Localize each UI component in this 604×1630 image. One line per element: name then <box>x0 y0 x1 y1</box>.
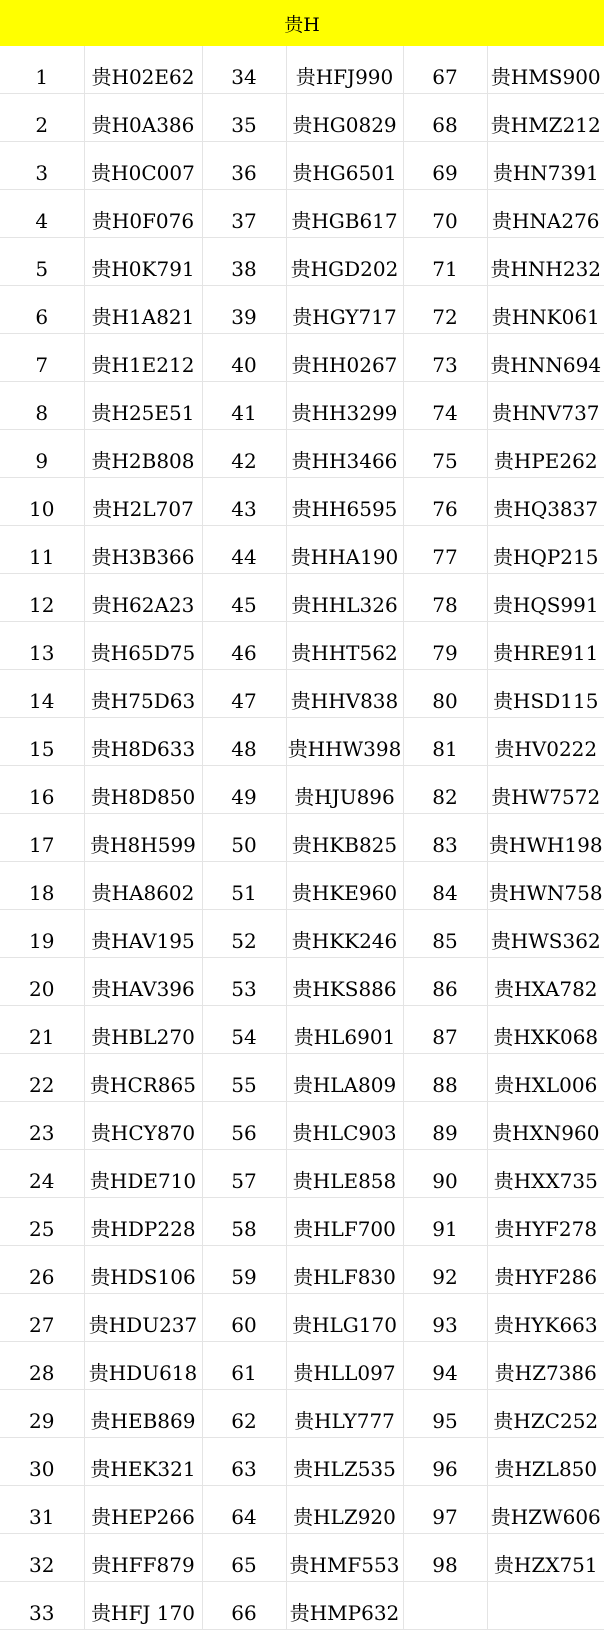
row-number-cell: 92 <box>403 1246 487 1294</box>
plate-number-cell: 贵HLF830 <box>286 1246 403 1294</box>
plate-number-cell: 贵HQS991 <box>487 574 604 622</box>
table-row <box>0 478 604 526</box>
table-row <box>0 1582 604 1630</box>
row-number-cell: 29 <box>0 1390 84 1438</box>
row-number-cell: 97 <box>403 1486 487 1534</box>
row-number-cell: 28 <box>0 1342 84 1390</box>
plate-number-cell: 贵HGD202 <box>286 238 403 286</box>
plate-number-cell: 贵HBL270 <box>84 1006 202 1054</box>
plate-number-cell: 贵HZW606 <box>487 1486 604 1534</box>
plate-number-cell: 贵HDE710 <box>84 1150 202 1198</box>
plate-number-cell: 贵H1E212 <box>84 334 202 382</box>
row-number-cell: 37 <box>202 190 286 238</box>
row-number-cell: 85 <box>403 910 487 958</box>
plate-number-cell: 贵HN7391 <box>487 142 604 190</box>
row-number-cell: 19 <box>0 910 84 958</box>
row-number-cell: 80 <box>403 670 487 718</box>
plate-number-cell: 贵H1A821 <box>84 286 202 334</box>
row-number-cell: 90 <box>403 1150 487 1198</box>
row-number-cell: 17 <box>0 814 84 862</box>
row-number-cell: 89 <box>403 1102 487 1150</box>
plate-number-cell: 贵HV0222 <box>487 718 604 766</box>
row-number-cell: 13 <box>0 622 84 670</box>
row-number-cell: 39 <box>202 286 286 334</box>
row-number-cell: 3 <box>0 142 84 190</box>
row-number-cell: 78 <box>403 574 487 622</box>
row-number-cell: 32 <box>0 1534 84 1582</box>
row-number-cell: 6 <box>0 286 84 334</box>
plate-number-cell: 贵HAV396 <box>84 958 202 1006</box>
plate-number-cell: 贵HQ3837 <box>487 478 604 526</box>
plate-number-cell: 贵H8H599 <box>84 814 202 862</box>
plate-number-cell: 贵HHW398 <box>286 718 403 766</box>
row-number-cell: 46 <box>202 622 286 670</box>
plate-number-cell: 贵HDU237 <box>84 1294 202 1342</box>
row-number-cell: 68 <box>403 94 487 142</box>
row-number-cell: 86 <box>403 958 487 1006</box>
row-number-cell: 94 <box>403 1342 487 1390</box>
row-number-cell: 45 <box>202 574 286 622</box>
plate-number-cell: 贵HH0267 <box>286 334 403 382</box>
plate-number-cell: 贵HL6901 <box>286 1006 403 1054</box>
plate-number-cell: 贵HHT562 <box>286 622 403 670</box>
table-row <box>0 1342 604 1390</box>
row-number-cell: 59 <box>202 1246 286 1294</box>
plate-number-cell: 贵HXN960 <box>487 1102 604 1150</box>
plate-number-cell: 贵HKS886 <box>286 958 403 1006</box>
row-number-cell: 40 <box>202 334 286 382</box>
plate-number-cell: 贵HNK061 <box>487 286 604 334</box>
plate-number-cell: 贵HWN758 <box>487 862 604 910</box>
plate-number-cell: 贵HNV737 <box>487 382 604 430</box>
row-number-cell: 52 <box>202 910 286 958</box>
row-number-cell: 43 <box>202 478 286 526</box>
plate-number-cell: 贵HMZ212 <box>487 94 604 142</box>
plate-number-cell: 贵H8D633 <box>84 718 202 766</box>
plate-number-cell: 贵HH3466 <box>286 430 403 478</box>
table-row <box>0 94 604 142</box>
row-number-cell: 1 <box>0 46 84 94</box>
row-number-cell: 69 <box>403 142 487 190</box>
row-number-cell: 65 <box>202 1534 286 1582</box>
row-number-cell: 79 <box>403 622 487 670</box>
plate-number-cell: 贵HG0829 <box>286 94 403 142</box>
row-number-cell: 67 <box>403 46 487 94</box>
plate-number-cell: 贵HEP266 <box>84 1486 202 1534</box>
plate-number-cell: 贵HCR865 <box>84 1054 202 1102</box>
row-number-cell: 96 <box>403 1438 487 1486</box>
row-number-cell: 58 <box>202 1198 286 1246</box>
row-number-cell: 25 <box>0 1198 84 1246</box>
row-number-cell: 5 <box>0 238 84 286</box>
row-number-cell: 70 <box>403 190 487 238</box>
table-row <box>0 1438 604 1486</box>
plate-number-cell: 贵HH3299 <box>286 382 403 430</box>
plate-number-cell: 贵HLY777 <box>286 1390 403 1438</box>
table-row <box>0 958 604 1006</box>
row-number-cell: 98 <box>403 1534 487 1582</box>
plate-number-cell: 贵HLL097 <box>286 1342 403 1390</box>
row-number-cell: 56 <box>202 1102 286 1150</box>
plate-number-cell: 贵HLZ920 <box>286 1486 403 1534</box>
plate-table <box>0 46 604 1630</box>
row-number-cell: 72 <box>403 286 487 334</box>
plate-number-cell: 贵HFJ990 <box>286 46 403 94</box>
plate-number-cell: 贵HNH232 <box>487 238 604 286</box>
row-number-cell: 57 <box>202 1150 286 1198</box>
row-number-cell: 11 <box>0 526 84 574</box>
plate-number-cell: 贵H25E51 <box>84 382 202 430</box>
plate-number-cell: 贵H75D63 <box>84 670 202 718</box>
table-row <box>0 430 604 478</box>
plate-number-cell: 贵HZX751 <box>487 1534 604 1582</box>
plate-number-cell: 贵HHA190 <box>286 526 403 574</box>
plate-number-cell: 贵H02E62 <box>84 46 202 94</box>
row-number-cell: 61 <box>202 1342 286 1390</box>
plate-number-cell: 贵HLA809 <box>286 1054 403 1102</box>
table-row <box>0 766 604 814</box>
plate-number-cell: 贵HYF286 <box>487 1246 604 1294</box>
plate-number-cell: 贵HZL850 <box>487 1438 604 1486</box>
plate-number-cell: 贵HJU896 <box>286 766 403 814</box>
plate-number-cell: 贵HLE858 <box>286 1150 403 1198</box>
table-row <box>0 910 604 958</box>
plate-number-cell: 贵HXK068 <box>487 1006 604 1054</box>
table-row <box>0 622 604 670</box>
plate-number-cell: 贵HYF278 <box>487 1198 604 1246</box>
row-number-cell: 83 <box>403 814 487 862</box>
table-row <box>0 46 604 94</box>
row-number-cell: 44 <box>202 526 286 574</box>
table-row <box>0 190 604 238</box>
plate-number-cell: 贵HPE262 <box>487 430 604 478</box>
row-number-cell: 42 <box>202 430 286 478</box>
table-row <box>0 334 604 382</box>
row-number-cell: 93 <box>403 1294 487 1342</box>
row-number-cell: 50 <box>202 814 286 862</box>
row-number-cell: 95 <box>403 1390 487 1438</box>
table-row <box>0 574 604 622</box>
row-number-cell: 8 <box>0 382 84 430</box>
row-number-cell: 15 <box>0 718 84 766</box>
row-number-cell: 22 <box>0 1054 84 1102</box>
row-number-cell: 91 <box>403 1198 487 1246</box>
row-number-cell: 30 <box>0 1438 84 1486</box>
row-number-cell: 31 <box>0 1486 84 1534</box>
row-number-cell: 38 <box>202 238 286 286</box>
row-number-cell: 87 <box>403 1006 487 1054</box>
row-number-cell: 20 <box>0 958 84 1006</box>
row-number-cell: 26 <box>0 1246 84 1294</box>
table-row <box>0 286 604 334</box>
row-number-cell: 27 <box>0 1294 84 1342</box>
row-number-cell: 24 <box>0 1150 84 1198</box>
table-row <box>0 1150 604 1198</box>
plate-number-cell: 贵HLG170 <box>286 1294 403 1342</box>
plate-number-cell: 贵HAV195 <box>84 910 202 958</box>
row-number-cell: 35 <box>202 94 286 142</box>
row-number-cell: 88 <box>403 1054 487 1102</box>
table-row <box>0 382 604 430</box>
plate-number-cell: 贵HDU618 <box>84 1342 202 1390</box>
plate-number-cell: 贵H8D850 <box>84 766 202 814</box>
row-number-cell: 47 <box>202 670 286 718</box>
plate-number-cell: 贵HHL326 <box>286 574 403 622</box>
row-number-cell: 73 <box>403 334 487 382</box>
plate-number-cell: 贵HGY717 <box>286 286 403 334</box>
plate-number-cell: 贵HW7572 <box>487 766 604 814</box>
plate-number-cell: 贵HDS106 <box>84 1246 202 1294</box>
plate-number-cell: 贵HQP215 <box>487 526 604 574</box>
table-row <box>0 1294 604 1342</box>
row-number-cell: 84 <box>403 862 487 910</box>
row-number-cell: 75 <box>403 430 487 478</box>
row-number-cell: 55 <box>202 1054 286 1102</box>
plate-number-cell: 贵HFF879 <box>84 1534 202 1582</box>
row-number-cell: 76 <box>403 478 487 526</box>
row-number-cell <box>403 1582 487 1630</box>
row-number-cell: 74 <box>403 382 487 430</box>
plate-number-cell: 贵HMP632 <box>286 1582 403 1630</box>
plate-number-cell: 贵H3B366 <box>84 526 202 574</box>
row-number-cell: 64 <box>202 1486 286 1534</box>
plate-number-cell: 贵HSD115 <box>487 670 604 718</box>
plate-number-cell: 贵HZ7386 <box>487 1342 604 1390</box>
table-row <box>0 1390 604 1438</box>
row-number-cell: 33 <box>0 1582 84 1630</box>
table-row <box>0 526 604 574</box>
plate-number-cell: 贵HNN694 <box>487 334 604 382</box>
row-number-cell: 2 <box>0 94 84 142</box>
row-number-cell: 23 <box>0 1102 84 1150</box>
table-row <box>0 670 604 718</box>
plate-number-cell: 贵H2L707 <box>84 478 202 526</box>
row-number-cell: 71 <box>403 238 487 286</box>
row-number-cell: 54 <box>202 1006 286 1054</box>
plate-number-cell: 贵HMF553 <box>286 1534 403 1582</box>
plate-number-cell: 贵HWS362 <box>487 910 604 958</box>
row-number-cell: 7 <box>0 334 84 382</box>
plate-number-cell: 贵HG6501 <box>286 142 403 190</box>
row-number-cell: 14 <box>0 670 84 718</box>
row-number-cell: 48 <box>202 718 286 766</box>
plate-number-cell: 贵HLZ535 <box>286 1438 403 1486</box>
plate-number-cell: 贵H0C007 <box>84 142 202 190</box>
row-number-cell: 49 <box>202 766 286 814</box>
row-number-cell: 21 <box>0 1006 84 1054</box>
plate-number-cell: 贵HLF700 <box>286 1198 403 1246</box>
plate-number-cell: 贵HHV838 <box>286 670 403 718</box>
sheet-title: 贵H <box>0 0 604 46</box>
plate-number-cell: 贵H62A23 <box>84 574 202 622</box>
row-number-cell: 51 <box>202 862 286 910</box>
row-number-cell: 34 <box>202 46 286 94</box>
table-row <box>0 238 604 286</box>
plate-number-cell <box>487 1582 604 1630</box>
row-number-cell: 53 <box>202 958 286 1006</box>
table-row <box>0 814 604 862</box>
row-number-cell: 81 <box>403 718 487 766</box>
row-number-cell: 10 <box>0 478 84 526</box>
plate-number-cell: 贵HNA276 <box>487 190 604 238</box>
plate-number-cell: 贵HRE911 <box>487 622 604 670</box>
row-number-cell: 63 <box>202 1438 286 1486</box>
row-number-cell: 62 <box>202 1390 286 1438</box>
plate-number-cell: 贵HZC252 <box>487 1390 604 1438</box>
plate-number-cell: 贵HFJ 170 <box>84 1582 202 1630</box>
plate-number-cell: 贵HH6595 <box>286 478 403 526</box>
table-row <box>0 862 604 910</box>
table-row <box>0 1486 604 1534</box>
plate-number-cell: 贵HXX735 <box>487 1150 604 1198</box>
row-number-cell: 82 <box>403 766 487 814</box>
plate-number-cell: 贵HXL006 <box>487 1054 604 1102</box>
plate-number-cell: 贵HWH198 <box>487 814 604 862</box>
plate-number-cell: 贵H0F076 <box>84 190 202 238</box>
table-row <box>0 1102 604 1150</box>
row-number-cell: 18 <box>0 862 84 910</box>
plate-number-cell: 贵H0K791 <box>84 238 202 286</box>
plate-table-body <box>0 46 604 1630</box>
table-row <box>0 1006 604 1054</box>
row-number-cell: 41 <box>202 382 286 430</box>
plate-number-cell: 贵HDP228 <box>84 1198 202 1246</box>
plate-number-cell: 贵HMS900 <box>487 46 604 94</box>
plate-number-cell: 贵HCY870 <box>84 1102 202 1150</box>
plate-number-cell: 贵HA8602 <box>84 862 202 910</box>
plate-number-cell: 贵HEK321 <box>84 1438 202 1486</box>
table-row <box>0 718 604 766</box>
plate-number-cell: 贵H2B808 <box>84 430 202 478</box>
row-number-cell: 9 <box>0 430 84 478</box>
row-number-cell: 12 <box>0 574 84 622</box>
row-number-cell: 36 <box>202 142 286 190</box>
row-number-cell: 60 <box>202 1294 286 1342</box>
plate-number-cell: 贵HXA782 <box>487 958 604 1006</box>
table-row <box>0 1246 604 1294</box>
table-row <box>0 1534 604 1582</box>
plate-number-cell: 贵HKK246 <box>286 910 403 958</box>
row-number-cell: 77 <box>403 526 487 574</box>
plate-number-cell: 贵HLC903 <box>286 1102 403 1150</box>
plate-number-cell: 贵HEB869 <box>84 1390 202 1438</box>
row-number-cell: 16 <box>0 766 84 814</box>
plate-number-cell: 贵H0A386 <box>84 94 202 142</box>
plate-number-cell: 贵HYK663 <box>487 1294 604 1342</box>
plate-number-cell: 贵H65D75 <box>84 622 202 670</box>
plate-number-cell: 贵HGB617 <box>286 190 403 238</box>
row-number-cell: 4 <box>0 190 84 238</box>
plate-number-cell: 贵HKB825 <box>286 814 403 862</box>
plate-number-cell: 贵HKE960 <box>286 862 403 910</box>
row-number-cell: 66 <box>202 1582 286 1630</box>
table-row <box>0 142 604 190</box>
table-row <box>0 1198 604 1246</box>
table-row <box>0 1054 604 1102</box>
